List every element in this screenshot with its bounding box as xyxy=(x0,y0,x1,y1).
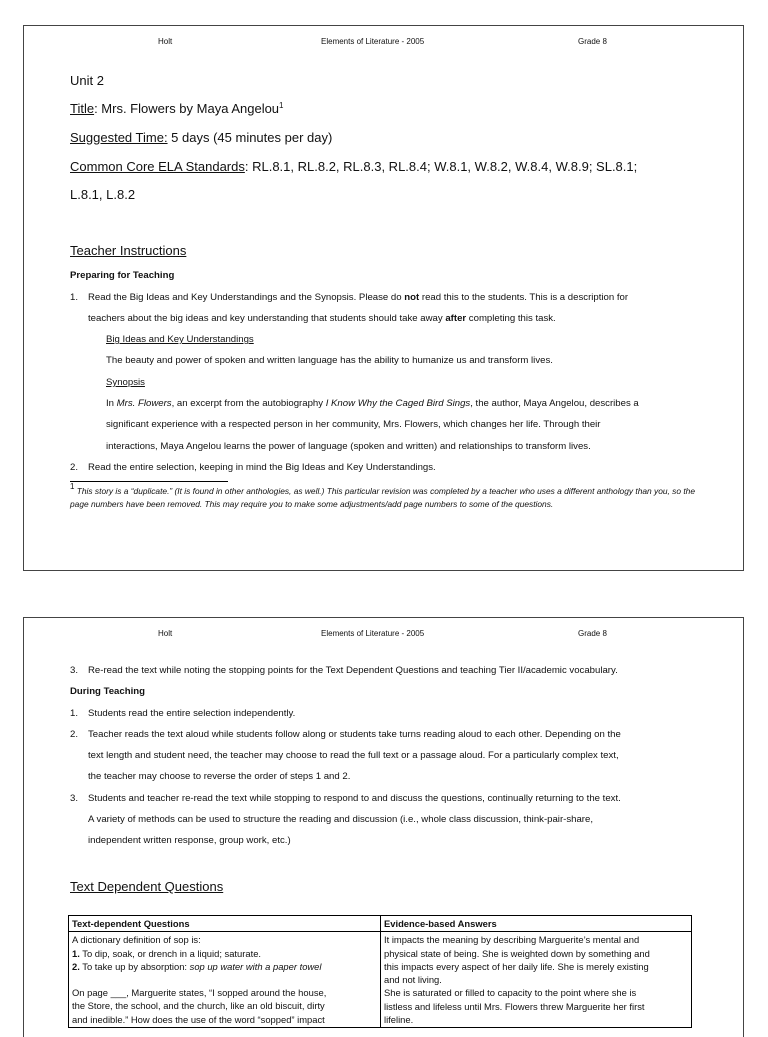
teacher-instructions-heading xyxy=(70,243,186,258)
q-def-2-example: sop up water with a paper towel xyxy=(189,960,322,972)
header-right: Grade 8 xyxy=(578,629,607,638)
preparing-heading: Preparing for Teaching xyxy=(70,270,175,281)
title-value: : Mrs. Flowers by Maya Angelou xyxy=(94,101,280,116)
table-header-row xyxy=(69,916,692,932)
tdq-heading-text: Text Dependent Questions xyxy=(70,879,224,894)
suggested-time-value: 5 days (45 minutes per day) xyxy=(167,130,333,145)
d1-number: 1. xyxy=(70,708,79,719)
text-dependent-questions-heading xyxy=(70,879,223,894)
item1-text-c: read this to the students. This is a description for xyxy=(419,292,629,303)
item2-text: Read the entire selection, keeping in mind the Big Ideas and Key Understandings. xyxy=(88,462,436,473)
big-ideas-text: The beauty and power of spoken and written language has the ability to humanize us and transform lives. xyxy=(106,355,553,366)
synopsis-heading-text: Synopsis xyxy=(106,377,145,388)
answer-line6: listless and lifeless until Mrs. Flowers threw Marguerite her first xyxy=(384,1000,645,1012)
table-col-questions: Text-dependent Questions xyxy=(69,916,381,932)
synopsis-line2: significant experience with a respected person in her community, Mrs. Flowers, which changes her life. Through their xyxy=(106,419,601,430)
q-definition: A dictionary definition of sop is: xyxy=(72,934,201,946)
item1-not: not xyxy=(404,292,420,303)
q-def-2 xyxy=(72,960,377,973)
title-line xyxy=(70,101,284,116)
standards-value: : RL.8.1, RL.8.2, RL.8.3, RL.8.4; W.8.1, W.8.2, W.8.4, W.8.9; SL.8.1; xyxy=(244,159,638,174)
d2-line3: the teacher may choose to reverse the order of steps 1 and 2. xyxy=(88,771,351,782)
answer-cell xyxy=(381,932,692,1028)
header-left: Holt xyxy=(158,629,173,638)
synopsis-c: , an excerpt from the autobiography xyxy=(171,398,326,409)
questions-table xyxy=(68,915,692,1028)
item1-line2-a: teachers about the big ideas and key understanding that students should take away xyxy=(88,313,446,324)
d3-line1: Students and teacher re-read the text while stopping to respond to and discuss the questions, continually returning to the text. xyxy=(88,793,621,804)
q-page-line2: the Store, the school, and the church, like an old biscuit, dirty xyxy=(72,1000,325,1012)
q-def-1-num: 1. xyxy=(72,947,80,959)
item1-after: after xyxy=(445,313,467,324)
d2-line2: text length and student need, the teacher may choose to read the full text or a passage aloud. For a particularly complex text, xyxy=(88,750,619,761)
suggested-time-label: Suggested Time: xyxy=(70,130,168,145)
answer-line7: lifeline. xyxy=(384,1014,414,1026)
q-def-1-text: To dip, soak, or drench in a liquid; saturate. xyxy=(79,947,262,959)
teacher-instructions-text: Teacher Instructions xyxy=(70,243,187,258)
title-label: Title xyxy=(70,101,95,116)
table-row xyxy=(69,932,692,1028)
item1-line1 xyxy=(88,292,628,303)
answer-line1: It impacts the meaning by describing Marguerite’s mental and xyxy=(384,934,640,946)
answer-line3: this impacts every aspect of her daily life. She is merely existing xyxy=(384,960,649,972)
answer-line5: She is saturated or filled to capacity to the point where she is xyxy=(384,987,637,999)
header-center: Elements of Literature - 2005 xyxy=(321,37,425,46)
table-col-answers: Evidence-based Answers xyxy=(381,916,692,932)
page-header xyxy=(24,629,743,641)
q-page-line3: and inedible.” How does the use of the word “sopped” impact xyxy=(72,1013,325,1025)
unit-label: Unit 2 xyxy=(70,73,104,88)
synopsis-heading xyxy=(106,377,145,388)
standards-continued: L.8.1, L.8.2 xyxy=(70,187,136,202)
item1-text-a: Read the Big Ideas and Key Understandings and the Synopsis. Please do xyxy=(88,292,405,303)
synopsis-book-title: I Know Why the Caged Bird Sings xyxy=(325,398,471,409)
q-def-2-num: 2. xyxy=(72,960,80,972)
spacer xyxy=(72,973,377,986)
d3-number: 3. xyxy=(70,793,79,804)
synopsis-line1 xyxy=(106,398,639,409)
suggested-time-line xyxy=(70,130,332,145)
synopsis-line3: interactions, Maya Angelou learns the power of language (spoken and written) and relationships to transform lives. xyxy=(106,441,591,452)
question-cell xyxy=(69,932,381,1028)
page-header xyxy=(24,37,743,49)
footnote-separator xyxy=(70,481,228,482)
item3-text: Re-read the text while noting the stopping points for the Text Dependent Questions and teaching Tier II/academic vocabulary. xyxy=(88,665,618,676)
d3-line2: A variety of methods can be used to structure the reading and discussion (i.e., whole class discussion, think-pair-share, xyxy=(88,814,593,825)
header-center: Elements of Literature - 2005 xyxy=(321,629,425,638)
answer-line4: and not living. xyxy=(384,974,442,986)
item1-line2 xyxy=(88,313,556,324)
header-left: Holt xyxy=(158,37,173,46)
q-def-1 xyxy=(72,947,377,960)
answer-line2: physical state of being. She is weighted down by something and xyxy=(384,947,650,959)
d2-line1: Teacher reads the text aloud while students follow along or students take turns reading aloud to each other. Depending on the xyxy=(88,729,621,740)
document-page-2 xyxy=(23,617,744,1037)
item2-number: 2. xyxy=(70,462,79,473)
document-page-1 xyxy=(23,25,744,571)
footnote-text: This story is a “duplicate.” (It is found in other anthologies, as well.) This particular revision was completed by a teacher who uses a different anthology than you, so the page numbers have been removed. This may require you to make some adjustments/add page numbers to some of the questions. xyxy=(70,486,695,509)
synopsis-story-title: Mrs. Flowers xyxy=(116,398,172,409)
q-def-2-text: To take up by absorption: xyxy=(79,960,190,972)
item3-number: 3. xyxy=(70,665,79,676)
item1-line2-c: completing this task. xyxy=(466,313,556,324)
item1-number: 1. xyxy=(70,292,79,303)
standards-line xyxy=(70,159,637,174)
d1-text: Students read the entire selection independently. xyxy=(88,708,296,719)
header-right: Grade 8 xyxy=(578,37,607,46)
footnote xyxy=(70,482,710,511)
big-ideas-heading-text: Big Ideas and Key Understandings xyxy=(106,334,254,345)
d3-line3: independent written response, group work, etc.) xyxy=(88,835,291,846)
during-teaching-heading: During Teaching xyxy=(70,686,145,697)
standards-label: Common Core ELA Standards xyxy=(70,159,245,174)
synopsis-e: , the author, Maya Angelou, describes a xyxy=(470,398,639,409)
big-ideas-heading xyxy=(106,334,254,345)
d2-number: 2. xyxy=(70,729,79,740)
footnote-ref: 1 xyxy=(279,101,284,110)
synopsis-a: In xyxy=(106,398,117,409)
footnote-mark: 1 xyxy=(70,482,75,491)
q-page-line1: On page ___, Marguerite states, “I sopped around the house, xyxy=(72,987,327,999)
